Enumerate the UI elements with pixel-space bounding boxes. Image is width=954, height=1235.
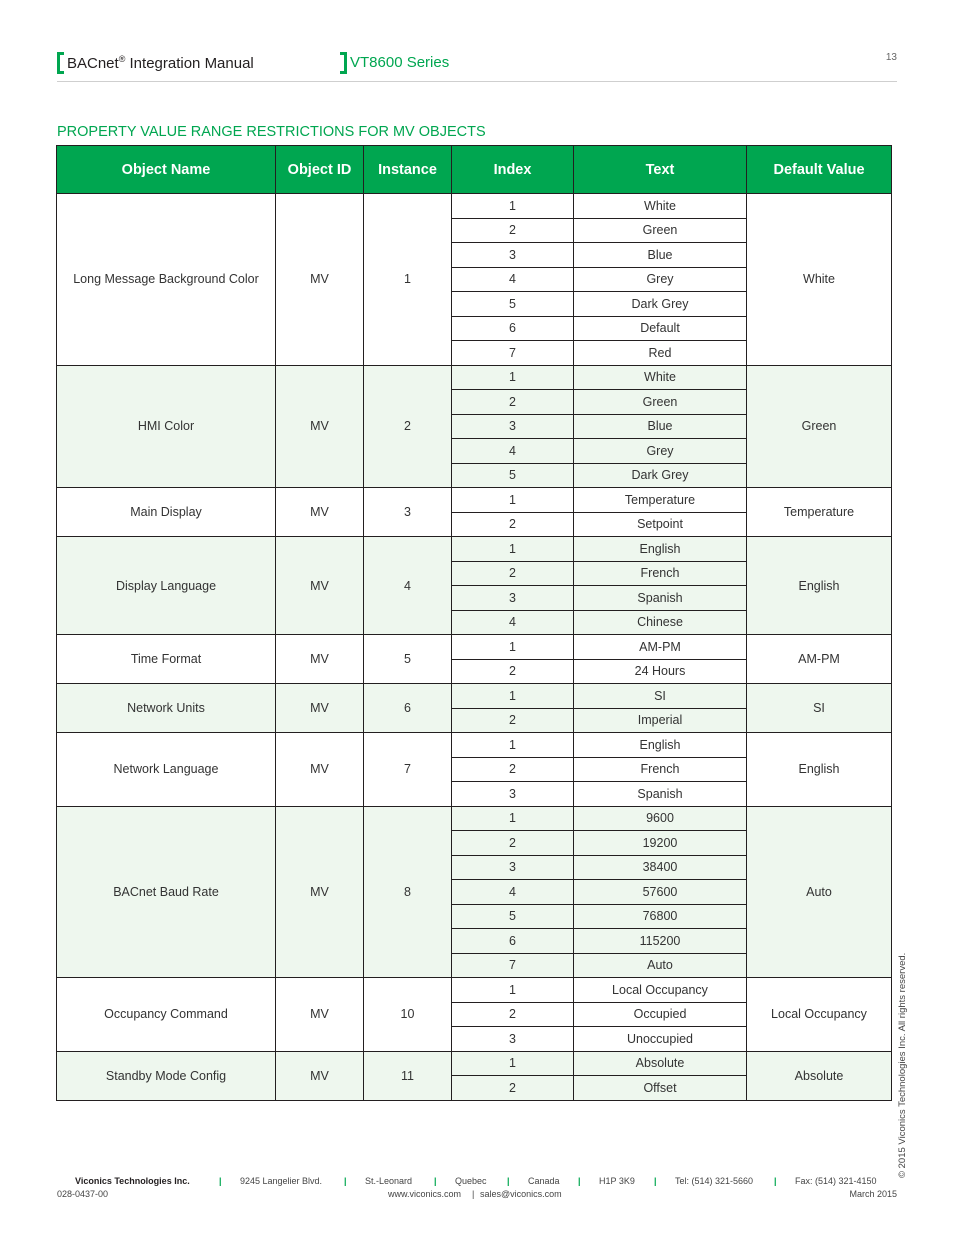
default-value-cell: English: [747, 733, 892, 807]
default-value-cell: English: [747, 537, 892, 635]
index-cell: 7: [452, 953, 574, 978]
table-row: [57, 733, 892, 758]
default-value-cell: Auto: [747, 806, 892, 978]
footer-doc-number: 028-0437-00: [57, 1189, 109, 1199]
text-cell: Absolute: [574, 1051, 747, 1076]
footer-separator: |: [434, 1176, 437, 1186]
text-cell: Green: [574, 390, 747, 415]
object-id-cell: MV: [276, 733, 364, 807]
text-cell: Occupied: [574, 1002, 747, 1027]
text-cell: Red: [574, 341, 747, 366]
index-cell: 1: [452, 194, 574, 219]
index-cell: 2: [452, 1076, 574, 1101]
text-cell: French: [574, 757, 747, 782]
index-cell: 6: [452, 929, 574, 954]
index-cell: 5: [452, 904, 574, 929]
footer-address: 9245 Langelier Blvd.: [240, 1176, 323, 1186]
text-cell: 38400: [574, 855, 747, 880]
table-row: [57, 806, 892, 831]
instance-cell: 11: [364, 1051, 452, 1100]
text-cell: AM-PM: [574, 635, 747, 660]
footer-separator: |: [774, 1176, 777, 1186]
index-cell: 4: [452, 439, 574, 464]
index-cell: 6: [452, 316, 574, 341]
col-header-instance: Instance: [364, 146, 452, 194]
text-cell: English: [574, 537, 747, 562]
footer-separator: |: [507, 1176, 510, 1186]
object-id-cell: MV: [276, 365, 364, 488]
index-cell: 2: [452, 708, 574, 733]
text-cell: Grey: [574, 439, 747, 464]
footer-date: March 2015: [849, 1189, 897, 1199]
default-value-cell: Local Occupancy: [747, 978, 892, 1052]
index-cell: 3: [452, 855, 574, 880]
index-cell: 2: [452, 561, 574, 586]
text-cell: White: [574, 365, 747, 390]
table-row: [57, 537, 892, 562]
table-row: [57, 194, 892, 219]
side-copyright: © 2015 Viconics Technologies Inc. All rights reserved.: [897, 952, 908, 1178]
text-cell: Spanish: [574, 586, 747, 611]
page-footer: [57, 1176, 897, 1201]
instance-cell: 2: [364, 365, 452, 488]
text-cell: Default: [574, 316, 747, 341]
object-id-cell: MV: [276, 978, 364, 1052]
page-number: 13: [885, 52, 897, 63]
text-cell: English: [574, 733, 747, 758]
footer-postal: H1P 3K9: [599, 1176, 635, 1186]
index-cell: 3: [452, 586, 574, 611]
instance-cell: 7: [364, 733, 452, 807]
text-cell: SI: [574, 684, 747, 709]
instance-cell: 5: [364, 635, 452, 684]
index-cell: 3: [452, 243, 574, 268]
footer-country: Canada: [528, 1176, 560, 1186]
index-cell: 2: [452, 218, 574, 243]
col-header-default-value: Default Value: [747, 146, 892, 194]
instance-cell: 6: [364, 684, 452, 733]
text-cell: 24 Hours: [574, 659, 747, 684]
table-header-row: [57, 146, 892, 194]
object-name-cell: Time Format: [57, 635, 276, 684]
text-cell: Green: [574, 218, 747, 243]
table-body: [57, 194, 892, 1101]
text-cell: Temperature: [574, 488, 747, 513]
text-cell: Setpoint: [574, 512, 747, 537]
object-name-cell: HMI Color: [57, 365, 276, 488]
index-cell: 5: [452, 292, 574, 317]
object-id-cell: MV: [276, 537, 364, 635]
page-header: [57, 52, 897, 82]
object-id-cell: MV: [276, 684, 364, 733]
footer-separator: |: [472, 1189, 475, 1199]
text-cell: Blue: [574, 414, 747, 439]
text-cell: Dark Grey: [574, 292, 747, 317]
text-cell: Grey: [574, 267, 747, 292]
text-cell: Spanish: [574, 782, 747, 807]
index-cell: 4: [452, 610, 574, 635]
text-cell: 9600: [574, 806, 747, 831]
table-row: [57, 1051, 892, 1076]
object-name-cell: Long Message Background Color: [57, 194, 276, 366]
index-cell: 2: [452, 831, 574, 856]
footer-city: St.-Leonard: [365, 1176, 413, 1186]
default-value-cell: SI: [747, 684, 892, 733]
index-cell: 1: [452, 488, 574, 513]
index-cell: 2: [452, 659, 574, 684]
index-cell: 2: [452, 1002, 574, 1027]
text-cell: 19200: [574, 831, 747, 856]
index-cell: 3: [452, 414, 574, 439]
manual-title: BACnet® Integration Manual: [67, 54, 254, 72]
object-name-cell: Network Language: [57, 733, 276, 807]
text-cell: 57600: [574, 880, 747, 905]
table-row: [57, 635, 892, 660]
text-cell: Dark Grey: [574, 463, 747, 488]
index-cell: 1: [452, 684, 574, 709]
text-cell: 76800: [574, 904, 747, 929]
footer-separator: |: [654, 1176, 657, 1186]
footer-separator: |: [578, 1176, 581, 1186]
mv-restrictions-table: [56, 145, 892, 1101]
footer-email[interactable]: sales@viconics.com: [480, 1189, 562, 1199]
object-name-cell: Display Language: [57, 537, 276, 635]
object-id-cell: MV: [276, 488, 364, 537]
object-name-cell: Main Display: [57, 488, 276, 537]
index-cell: 1: [452, 635, 574, 660]
instance-cell: 1: [364, 194, 452, 366]
table-row: [57, 978, 892, 1003]
col-header-index: Index: [452, 146, 574, 194]
index-cell: 1: [452, 537, 574, 562]
footer-company: Viconics Technologies Inc.: [75, 1176, 190, 1186]
index-cell: 2: [452, 757, 574, 782]
index-cell: 7: [452, 341, 574, 366]
default-value-cell: AM-PM: [747, 635, 892, 684]
footer-fax: Fax: (514) 321-4150: [795, 1176, 877, 1186]
text-cell: Imperial: [574, 708, 747, 733]
footer-separator: |: [344, 1176, 347, 1186]
text-cell: Unoccupied: [574, 1027, 747, 1052]
section-title: PROPERTY VALUE RANGE RESTRICTIONS FOR MV OBJECTS: [57, 124, 486, 140]
footer-province: Quebec: [455, 1176, 487, 1186]
index-cell: 4: [452, 267, 574, 292]
object-id-cell: MV: [276, 1051, 364, 1100]
text-cell: White: [574, 194, 747, 219]
col-header-object-name: Object Name: [57, 146, 276, 194]
table-row: [57, 365, 892, 390]
default-value-cell: Temperature: [747, 488, 892, 537]
footer-tel: Tel: (514) 321-5660: [675, 1176, 754, 1186]
table-row: [57, 488, 892, 513]
text-cell: French: [574, 561, 747, 586]
text-cell: Chinese: [574, 610, 747, 635]
index-cell: 1: [452, 733, 574, 758]
text-cell: Blue: [574, 243, 747, 268]
object-id-cell: MV: [276, 806, 364, 978]
default-value-cell: White: [747, 194, 892, 366]
index-cell: 3: [452, 782, 574, 807]
object-name-cell: Network Units: [57, 684, 276, 733]
index-cell: 2: [452, 512, 574, 537]
text-cell: Auto: [574, 953, 747, 978]
bracket-right-icon: [340, 52, 347, 74]
index-cell: 3: [452, 1027, 574, 1052]
col-header-object-id: Object ID: [276, 146, 364, 194]
object-id-cell: MV: [276, 635, 364, 684]
object-name-cell: Occupancy Command: [57, 978, 276, 1052]
index-cell: 1: [452, 978, 574, 1003]
instance-cell: 4: [364, 537, 452, 635]
index-cell: 5: [452, 463, 574, 488]
index-cell: 1: [452, 365, 574, 390]
footer-separator: |: [219, 1176, 222, 1186]
default-value-cell: Green: [747, 365, 892, 488]
index-cell: 1: [452, 806, 574, 831]
text-cell: 115200: [574, 929, 747, 954]
text-cell: Offset: [574, 1076, 747, 1101]
bracket-left-icon: [57, 52, 64, 74]
instance-cell: 10: [364, 978, 452, 1052]
index-cell: 2: [452, 390, 574, 415]
table-row: [57, 684, 892, 709]
col-header-text: Text: [574, 146, 747, 194]
object-name-cell: BACnet Baud Rate: [57, 806, 276, 978]
object-name-cell: Standby Mode Config: [57, 1051, 276, 1100]
index-cell: 1: [452, 1051, 574, 1076]
index-cell: 4: [452, 880, 574, 905]
instance-cell: 3: [364, 488, 452, 537]
default-value-cell: Absolute: [747, 1051, 892, 1100]
object-id-cell: MV: [276, 194, 364, 366]
footer-website[interactable]: www.viconics.com: [388, 1189, 462, 1199]
instance-cell: 8: [364, 806, 452, 978]
series-name: VT8600 Series: [350, 54, 450, 71]
text-cell: Local Occupancy: [574, 978, 747, 1003]
